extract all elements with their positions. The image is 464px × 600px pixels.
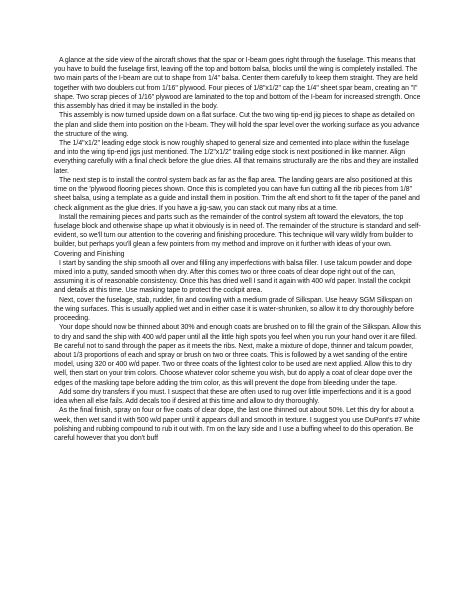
paragraph-assembly-jigs: This assembly is now turned upside down on a flat surface. Cut the two wing tip-end jig pieces to shape as detailed on the plan and slide them into position on the I-beam. They will hold the spar level over the working surface as you advance the structure of the wing. xyxy=(54,112,420,138)
document-page xyxy=(54,56,422,443)
paragraph-remaining-parts: Install the remaining pieces and parts such as the remainder of the control system aft toward the elevators, the top fuselage block and otherwise shape up what it obviously is in need of. The remainder of the structure is standard and self-evident, so we'll turn our attention to the covering and finishing procedure. This technique will vary wildly from builder to builder, but perhaps you'll glean a few pointers from my method and improve on it further with ideas of your own. xyxy=(54,213,421,249)
paragraph-sanding: I start by sanding the ship smooth all over and filling any imperfections with balsa filler. I use talcum powder and dope mixed into a putty, sanded smooth when dry. After this comes two or three coats of clear dope right out of the can, assuming it is of reasonable consistency. Once this has dried well I sand it again with 400 w/d paper. Install the cockpit and details at this time. Use masking tape to protect the cockpit area. xyxy=(54,259,412,295)
paragraph-transfers: Add some dry transfers if you must. I suspect that these are often used to rug over little imperfections and it is a good idea when all else fails. Add decals too if desired at this time and allow to dry thoroughly. xyxy=(54,388,411,406)
section-heading: Covering and Finishing xyxy=(54,250,125,258)
paragraph-control-system: The next step is to install the control system back as far as the flap area. The landing gears are also positioned at this time on the 'plywood flooring pieces shown. Once this is completed you can have fun cutting all the rib pieces from 1/8" sheet balsa, using a template as a guide and install them in position. Trim the aft end short to fit the taper of the panel and check alignment as the glue dries. If you have a jig-saw, you can stack cut many ribs at a time. xyxy=(54,176,420,212)
paragraph-edge-stock: The 1/4"x1/2" leading edge stock is now roughly shaped to general size and cemented into place within the fuselage and into the wing tip-end jigs just mentioned. The 1/2"x1/2" trailing edge stock is next positioned in like manner. Align everything carefully with a final check before the glue dries. All that remains structurally are the ribs and they are installed later. xyxy=(54,139,419,175)
paragraph-dope: Your dope should now be thinned about 30% and enough coats are brushed on to fill the grain of the Silkspan. Allow this to dry and sand the ship with 400 w/d paper until all the little high spots you feel when you run your hand over it are filled. Be careful not to sand through the paper as it meets the ribs. Next, make a mixture of dope, thinner and talcum powder, about 1/3 proportions of each and spray or brush on two or three coats. This is followed by a wet sanding of the entire model, using 320 or 400 w/d paper. Two or three coats of the lightest color to be used are next applied. Allow this to dry well, then start on your trim colors. Choose whatever color scheme you wish, but do apply a coat of clear dope over the edges of the masking tape before adding the trim color, as this will prevent the dope from bleeding under the tape. xyxy=(54,324,421,387)
paragraph-spar-overview: A glance at the side view of the aircraft shows that the spar or I-beam goes right through the fuselage. This means that you have to build the fuselage first, leaving off the top and bottom balsa, blocks until the wing is completely installed. The two main parts of the I-beam are cut to shape from 1/4" balsa. Center them carefully to keep them straight. They are held together with two doublers cut from 1/16" plywood. Four pieces of 1/8"x1/2" cap the 1/4" sheet spar beam, creating an "I" shape. Two scrap pieces of 1/16" plywood are laminated to the top and bottom of the I-beam for increased strength. Once this assembly has dried it may be installed in the body. xyxy=(54,57,421,111)
paragraph-silkspan: Next, cover the fuselage, stab, rudder, fin and cowling with a medium grade of Silkspan. Use heavy SGM Silkspan on the wing surfaces. This is usually applied wet and in either case it is water-shrunken, so allow it to dry thoroughly before proceeding. xyxy=(54,296,414,323)
paragraph-final-finish: As the final finish, spray on four or five coats of clear dope, the last one thinned out about 50%. Let this dry for about a week, then wet sand it with 500 w/d paper until it appears dull and smooth in texture. I suggest you use DuPont's #7 white polishing and rubbing compound to rub it out with. I'm on the lazy side and I use a buffing wheel to do this operation. Be careful however that you don't buff xyxy=(54,407,420,442)
